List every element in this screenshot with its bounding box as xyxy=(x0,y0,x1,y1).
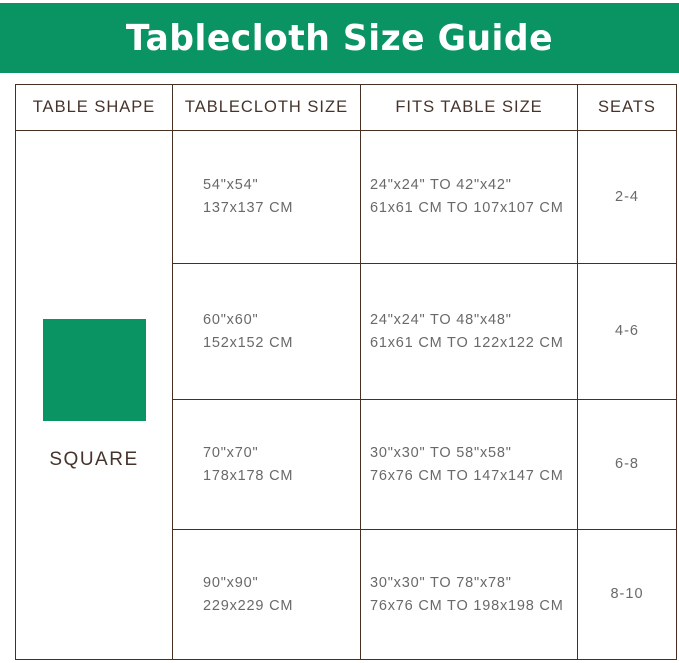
column-header-seats: SEATS xyxy=(578,85,677,131)
seats-value: 6-8 xyxy=(615,456,639,472)
tablecloth-size-cell xyxy=(173,530,361,660)
fits-size-cm: 61x61 CM TO 107x107 CM xyxy=(370,200,564,216)
fits-table-size-cell xyxy=(361,530,578,660)
tablecloth-size-cell xyxy=(173,400,361,530)
seats-value: 8-10 xyxy=(610,586,644,602)
size-guide-table xyxy=(15,84,677,660)
tablecloth-size-cm: 137x137 CM xyxy=(203,200,294,216)
tablecloth-size-cell xyxy=(173,264,361,400)
fits-size-inches: 30"x30" TO 58"x58" xyxy=(370,444,512,461)
tablecloth-size-cm: 152x152 CM xyxy=(203,334,294,351)
seats-cell xyxy=(578,131,677,264)
square-shape-swatch xyxy=(43,319,146,421)
fits-table-size-cell xyxy=(361,400,578,530)
fits-table-size-cell xyxy=(361,264,578,400)
column-header-fits-table-size: FITS TABLE SIZE xyxy=(361,85,578,131)
fits-size-cm: 61x61 CM TO 122x122 CM xyxy=(370,334,564,351)
page-title: Tablecloth Size Guide xyxy=(125,17,554,59)
tablecloth-size-cm: 229x229 CM xyxy=(203,597,294,614)
tablecloth-size-cm: 178x178 CM xyxy=(203,467,294,484)
fits-size-inches: 30"x30" TO 78"x78" xyxy=(370,574,512,591)
tablecloth-size-inches: 70"x70" xyxy=(203,444,259,461)
fits-size-inches: 24"x24" TO 48"x48" xyxy=(370,311,512,328)
seats-cell xyxy=(578,530,677,660)
seats-cell xyxy=(578,264,677,400)
fits-table-size-cell xyxy=(361,131,578,264)
table-row xyxy=(16,131,677,264)
fits-size-inches: 24"x24" TO 42"x42" xyxy=(370,177,512,193)
column-header-tablecloth-size: TABLECLOTH SIZE xyxy=(173,85,361,131)
tablecloth-size-inches: 90"x90" xyxy=(203,574,259,591)
title-banner xyxy=(0,3,679,73)
shape-label: SQUARE xyxy=(49,449,139,470)
fits-size-cm: 76x76 CM TO 198x198 CM xyxy=(370,597,564,614)
column-header-table-shape: TABLE SHAPE xyxy=(16,85,173,131)
header-row xyxy=(16,85,677,131)
tablecloth-size-inches: 54"x54" xyxy=(203,177,259,193)
shape-cell xyxy=(16,131,173,660)
tablecloth-size-cell xyxy=(173,131,361,264)
fits-size-cm: 76x76 CM TO 147x147 CM xyxy=(370,467,564,484)
seats-value: 2-4 xyxy=(615,188,639,205)
seats-cell xyxy=(578,400,677,530)
seats-value: 4-6 xyxy=(615,323,639,339)
tablecloth-size-inches: 60"x60" xyxy=(203,311,259,328)
